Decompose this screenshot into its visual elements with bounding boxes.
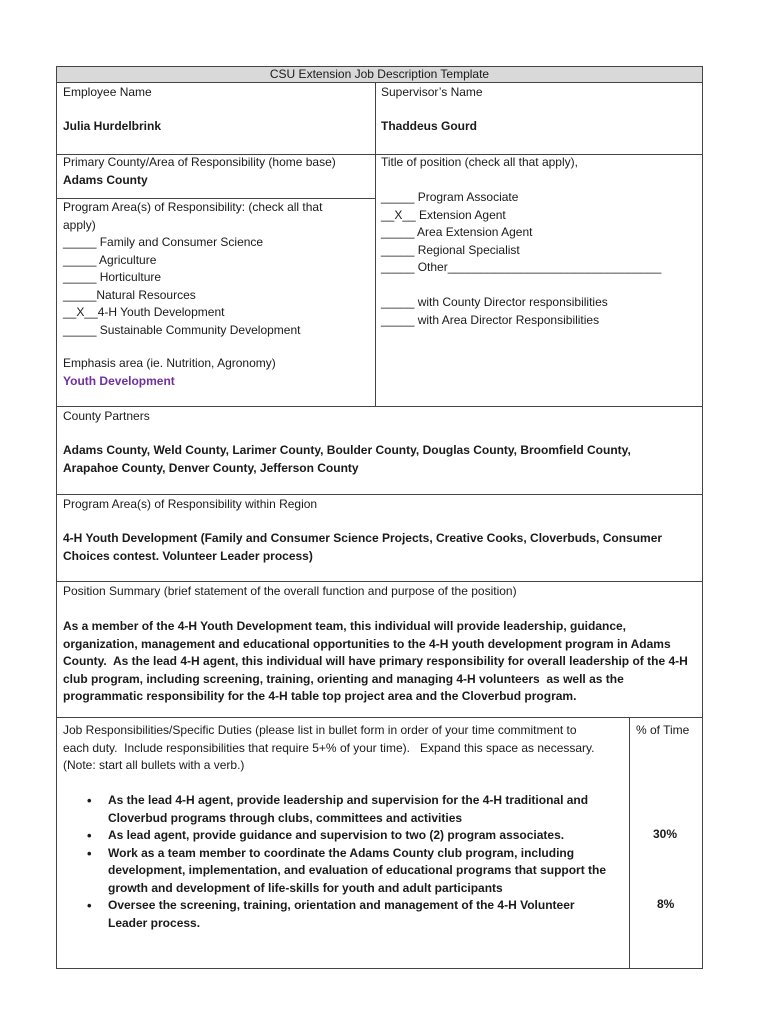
program-area-option: _____ Sustainable Community Development [63,322,301,337]
position-summary-label: Position Summary (brief statement of the overall function and purpose of the position) [63,584,517,598]
supervisor-name-value: Thaddeus Gourd [381,119,477,133]
position-summary-value: As a member of the 4-H Youth Development team, this individual will provide leadership, guidance, organization, management and educational opportunities to the 4-H youth development program in Adams County. As the lead 4-H agent, this individual will have primary responsibility for overall leadership of the 4-H club program, including screening, training, orienting and managing 4-H volunteers as well as the programmatic responsibility for the 4-H table top project area and the Cloverbud program. [63,619,688,703]
program-area-option: _____ Agriculture [63,252,157,267]
percent-time-value: 8% [657,897,675,911]
duties-label: Job Responsibilities/Specific Duties (please list in bullet form in order of your time commitment to each duty. Include responsibilities that require 5+% of your time). Expand this space as necessary. (Note: start all bullets with a verb.) [63,723,595,772]
duty-item: • As the lead 4-H agent, provide leadership and supervision for the 4-H traditional and Cloverbud programs through clubs, committees and activities [63,792,628,827]
emphasis-area-label: Emphasis area (ie. Nutrition, Agronomy) [63,356,276,370]
region-program-areas-value: 4-H Youth Development (Family and Consumer Science Projects, Creative Cooks, Cloverbuds, Consumer Choices contest. Volunteer Leader process) [63,531,663,563]
percent-time-value: 30% [653,827,678,841]
duty-item: • Oversee the screening, training, orientation and management of the 4-H Volunteer Leader process. [63,897,628,932]
county-partners-value: Adams County, Weld County, Larimer County, Boulder County, Douglas County, Broomfield County, Arapahoe County, Denver County, Jefferson County [63,443,631,475]
employee-name-label: Employee Name [63,85,152,99]
position-title-label: Title of position (check all that apply), [381,155,578,169]
program-area-option: _____ Horticulture [63,270,162,284]
program-area-option: _____ Family and Consumer Science [63,235,264,249]
percent-time-label: % of Time [636,723,690,737]
position-title-option: _____ Program Associate [381,190,519,204]
program-areas-list [63,234,300,339]
duty-item: • As lead agent, provide guidance and supervision to two (2) program associates. [63,827,628,845]
county-partners-label: County Partners [63,409,150,423]
region-program-areas-label: Program Area(s) of Responsibility within Region [63,497,318,511]
emphasis-area-value: Youth Development [63,374,175,388]
program-area-option-checked: __X__4-H Youth Development [63,305,225,319]
program-area-option: _____Natural Resources [63,287,196,302]
position-title-option: _____ Regional Specialist [381,242,520,257]
position-title-option: _____ Area Extension Agent [381,225,533,239]
employee-name-value: Julia Hurdelbrink [63,119,162,133]
position-title-list [381,189,661,277]
director-option: _____ with Area Director Responsibilities [381,312,600,327]
duty-item: • Work as a team member to coordinate the Adams County club program, including development, implementation, and evaluation of educational programs that support the growth and development of life-skills for youth and adult participants [63,845,628,898]
position-title-option: _____ Other________________________________ [381,260,662,274]
supervisor-name-label: Supervisor’s Name [381,85,483,99]
position-title-option-checked: __X__ Extension Agent [381,207,506,222]
duties-list [63,792,628,932]
primary-county-value: Adams County [63,173,148,187]
director-option: _____ with County Director responsibilities [381,295,608,309]
primary-county-label: Primary County/Area of Responsibility (home base) [63,155,336,169]
program-areas-label: Program Area(s) of Responsibility: (check all that apply) [63,200,323,232]
form-title: CSU Extension Job Description Template [56,66,703,83]
director-responsibilities-list [381,294,608,329]
